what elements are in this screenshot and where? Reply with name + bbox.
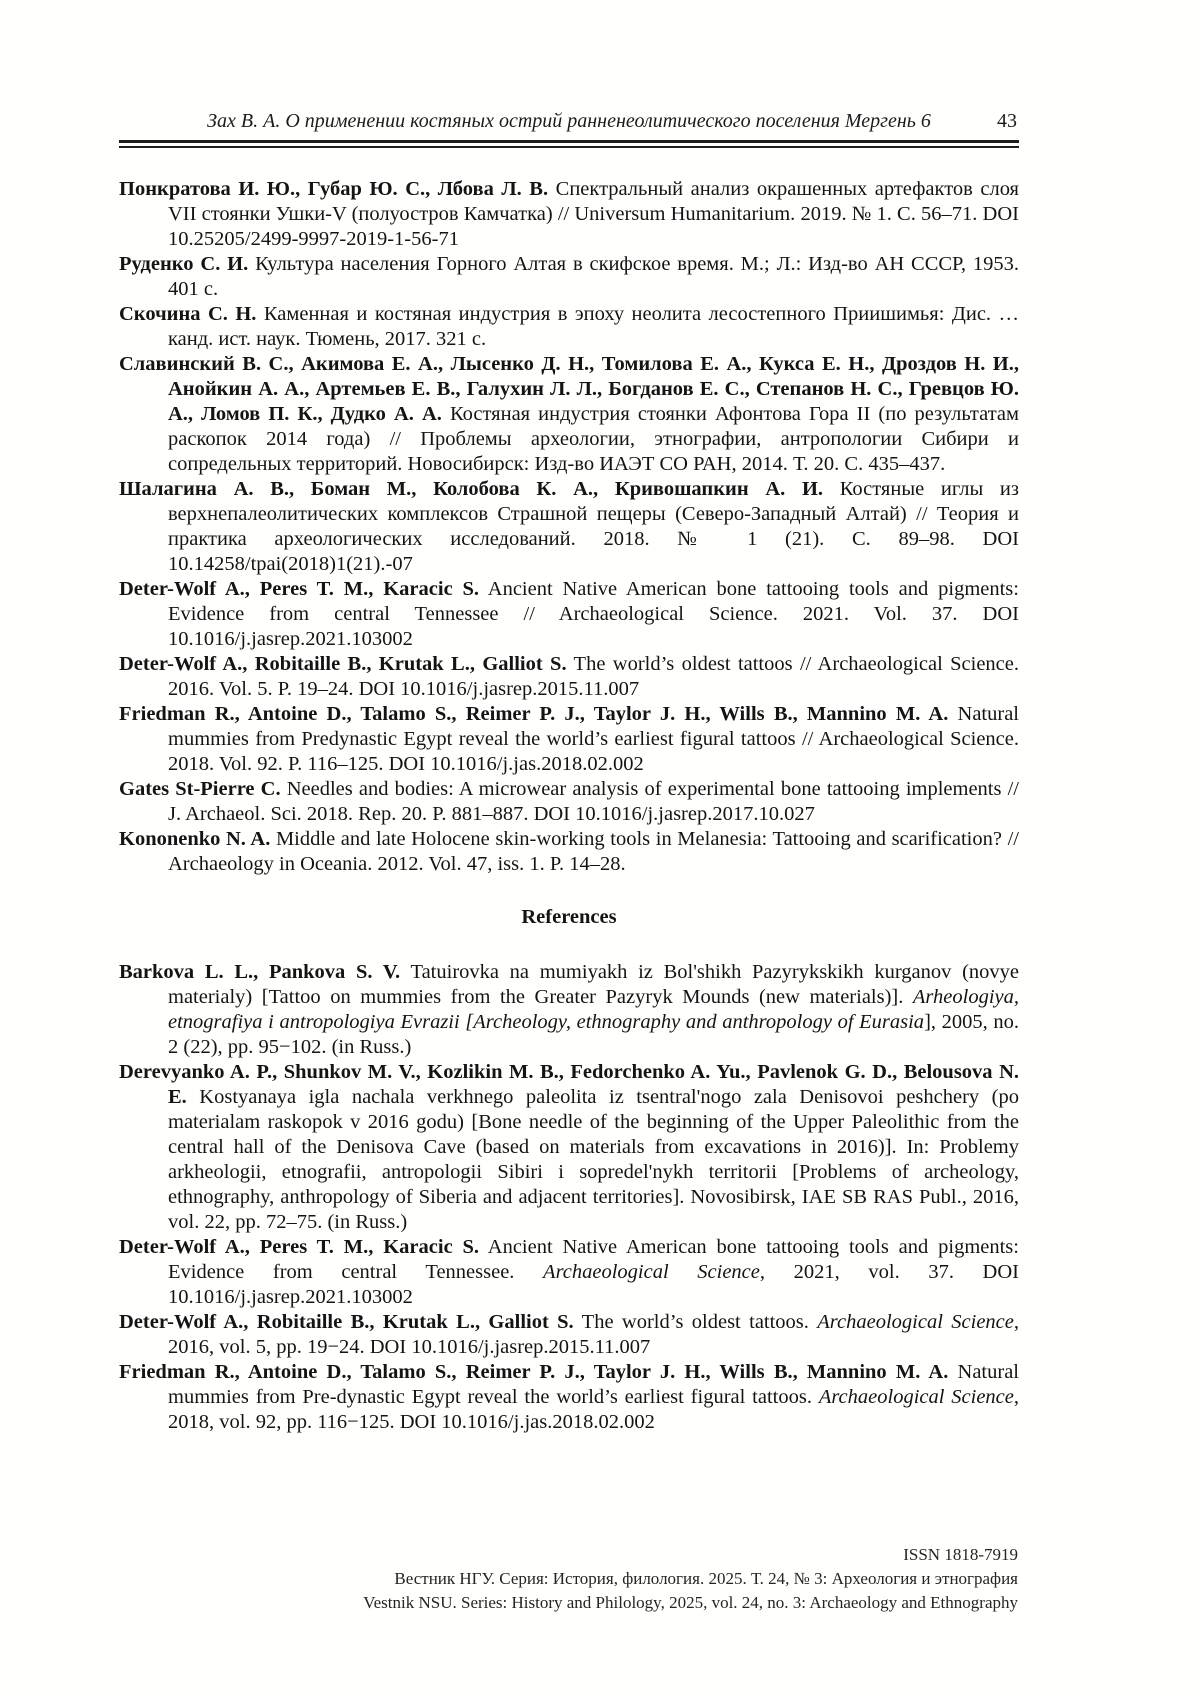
bibliography-entry bbox=[119, 177, 1019, 252]
ref-authors: Понкратова И. Ю., Губар Ю. С., Лбова Л. В. bbox=[119, 178, 549, 200]
reference-entry bbox=[119, 1060, 1019, 1235]
ref-text: ], 2005, no. 2 (22), pp. 95−102. (in Russ.) bbox=[168, 1011, 1020, 1058]
page-content bbox=[119, 110, 1019, 1435]
bibliography-entry bbox=[119, 302, 1019, 352]
ref-authors: Deter-Wolf A., Robitaille B., Krutak L., Galliot S. bbox=[119, 1311, 574, 1333]
page-footer bbox=[120, 1543, 1018, 1615]
header-rule bbox=[119, 140, 1019, 148]
reference-entry bbox=[119, 1235, 1019, 1310]
ref-text: , 2016, vol. 5, pp. 19−24. DOI 10.1016/j.jasrep.2015.11.007 bbox=[168, 1311, 1019, 1358]
ref-text: , 2021, vol. 37. DOI 10.1016/j.jasrep.2021.103002 bbox=[168, 1261, 1019, 1308]
ref-text: Needles and bodies: A microwear analysis of experimental bone tattooing implements // J. Archaeol. Sci. 2018. Rep. 20. P. 881–887. DOI 10.1016/j.jasrep.2017.10.027 bbox=[168, 778, 1019, 825]
ref-journal: Archaeological Science bbox=[818, 1386, 1014, 1408]
reference-entry bbox=[119, 1360, 1019, 1435]
ref-authors: Deter-Wolf A., Robitaille B., Krutak L., Galliot S. bbox=[119, 653, 567, 675]
ref-journal: Archaeological Science bbox=[817, 1311, 1014, 1333]
bibliography-entry bbox=[119, 652, 1019, 702]
ref-authors: Barkova L. L., Pankova S. V. bbox=[119, 961, 401, 983]
ref-authors: Шалагина А. В., Боман М., Колобова К. А., Кривошапкин А. И. bbox=[119, 478, 824, 500]
footer-journal-ru: Вестник НГУ. Серия: История, филология. 2025. Т. 24, № 3: Археология и этнография bbox=[394, 1569, 1018, 1588]
ref-text: Natural mummies from Predynastic Egypt reveal the world’s earliest figural tattoos // Archaeological Science. 2018. Vol. 92. P. 116–125. DOI 10.1016/j.jas.2018.02.002 bbox=[168, 703, 1019, 775]
footer-issn: ISSN 1818-7919 bbox=[903, 1545, 1018, 1564]
page-number: 43 bbox=[997, 110, 1017, 132]
ref-authors: Derevyanko A. P., Shunkov M. V., Kozlikin M. B., Fedorchenko A. Yu., Pavlenok G. D., Belousova N. E. bbox=[119, 1061, 1019, 1108]
bibliography-ru bbox=[119, 177, 1019, 877]
ref-text: Каменная и костяная индустрия в эпоху неолита лесостепного Приишимья: Дис. … канд. ист. наук. Тюмень, 2017. 321 с. bbox=[168, 303, 1019, 350]
ref-text: Костяные иглы из верхнепалеолитических комплексов Страшной пещеры (Северо-Западный Алтай) // Теория и практика археологических исследований. 2018. № 1 (21). С. 89–98. DOI 10.14258/tpai(2018)1(21).-07 bbox=[168, 478, 1019, 575]
bibliography-entry bbox=[119, 827, 1019, 877]
ref-text: Культура населения Горного Алтая в скифское время. М.; Л.: Изд-во АН СССР, 1953. 401 с. bbox=[168, 253, 1019, 300]
ref-text: Kostyanaya igla nachala verkhnego paleolita iz tsentral'nogo zala Denisovoi peshchery (po materialam raskopok v 2016 godu) [Bone needle of the beginning of the Upper Paleolithic from the central hall of the Denisova Cave (based on materials from excavations in 2016)]. In: Problemy arkheologii, etnografii, antropologii Sibiri i sopredel'nykh territorii [Problems of archeology, ethnography, anthropology of Siberia and adjacent territories]. Novosibirsk, IAE SB RAS Publ., 2016, vol. 22, pp. 72–75. (in Russ.) bbox=[168, 1086, 1019, 1233]
ref-authors: Славинский В. С., Акимова Е. А., Лысенко Д. Н., Томилова Е. А., Кукса Е. Н., Дроздов Н. И., Анойкин А. А., Артемьев Е. В., Галухин Л. Л., Богданов Е. С., Степанов Н. С., Гревцов Ю. А., Ломов П. К., Дудко А. А. bbox=[119, 353, 1019, 425]
ref-authors: Deter-Wolf A., Peres T. M., Karacic S. bbox=[119, 1236, 480, 1258]
ref-journal: Archaeological Science bbox=[543, 1261, 760, 1283]
ref-text: Ancient Native American bone tattooing tools and pigments: Evidence from central Tennessee // Archaeological Science. 2021. Vol. 37. DOI 10.1016/j.jasrep.2021.103002 bbox=[168, 578, 1019, 650]
bibliography-entry bbox=[119, 577, 1019, 652]
ref-text: Middle and late Holocene skin-working tools in Melanesia: Tattooing and scarification? // Archaeology in Oceania. 2012. Vol. 47, iss. 1. P. 14–28. bbox=[168, 828, 1019, 875]
bibliography-entry bbox=[119, 777, 1019, 827]
bibliography-entry bbox=[119, 477, 1019, 577]
running-head bbox=[119, 110, 1019, 133]
ref-text: The world’s oldest tattoos. bbox=[573, 1311, 818, 1333]
bibliography-entry bbox=[119, 702, 1019, 777]
reference-entry bbox=[119, 1310, 1019, 1360]
bibliography-entry bbox=[119, 352, 1019, 477]
ref-authors: Friedman R., Antoine D., Talamo S., Reimer P. J., Taylor J. H., Wills B., Mannino M. A. bbox=[119, 703, 949, 725]
ref-text: Tatuirovka na mumiyakh iz Bol'shikh Pazyrykskikh kurganov (novye materialy) [Tattoo on mummies from the Greater Pazyryk Mounds (new materials)]. bbox=[168, 961, 1020, 1008]
ref-text: Ancient Native American bone tattooing tools and pigments: Evidence from central Tennessee. bbox=[168, 1236, 1019, 1283]
ref-text: Natural mummies from Pre-dynastic Egypt reveal the world’s earliest figural tattoos. bbox=[168, 1361, 1019, 1408]
references-en bbox=[119, 960, 1019, 1435]
ref-text: Спектральный анализ окрашенных артефактов слоя VII стоянки Ушки-V (полуостров Камчатка) // Universum Humanitarium. 2019. № 1. С. 56–71. DOI 10.25205/2499-9997-2019-1-56-71 bbox=[168, 178, 1019, 250]
ref-authors: Deter-Wolf A., Peres T. M., Karacic S. bbox=[119, 578, 480, 600]
running-title: Зах В. А. О применении костяных острий ранненеолитического поселения Мергень 6 bbox=[207, 110, 931, 132]
ref-authors: Kononenko N. A. bbox=[119, 828, 271, 850]
bibliography-entry bbox=[119, 252, 1019, 302]
ref-journal: Arheologiya, etnografiya i antropologiya Evrazii [Archeology, ethnography and anthropology of Eurasia bbox=[168, 986, 1019, 1033]
reference-entry bbox=[119, 960, 1019, 1060]
ref-authors: Friedman R., Antoine D., Talamo S., Reimer P. J., Taylor J. H., Wills B., Mannino M. A. bbox=[119, 1361, 949, 1383]
ref-authors: Gates St-Pierre C. bbox=[119, 778, 281, 800]
ref-text: The world’s oldest tattoos // Archaeological Science. 2016. Vol. 5. P. 19–24. DOI 10.1016/j.jasrep.2015.11.007 bbox=[168, 653, 1019, 700]
ref-authors: Руденко С. И. bbox=[119, 253, 249, 275]
footer-journal-en: Vestnik NSU. Series: History and Philology, 2025, vol. 24, no. 3: Archaeology and Ethnography bbox=[363, 1593, 1018, 1612]
ref-text: Костяная индустрия стоянки Афонтова Гора II (по результатам раскопок 2014 года) // Проблемы археологии, этнографии, антропологии Сибири и сопредельных территорий. Новосибирск: Изд-во ИАЭТ СО РАН, 2014. Т. 20. С. 435–437. bbox=[168, 403, 1019, 475]
references-heading: References bbox=[521, 906, 617, 928]
ref-authors: Скочина С. Н. bbox=[119, 303, 257, 325]
ref-text: , 2018, vol. 92, pp. 116−125. DOI 10.1016/j.jas.2018.02.002 bbox=[168, 1386, 1019, 1433]
